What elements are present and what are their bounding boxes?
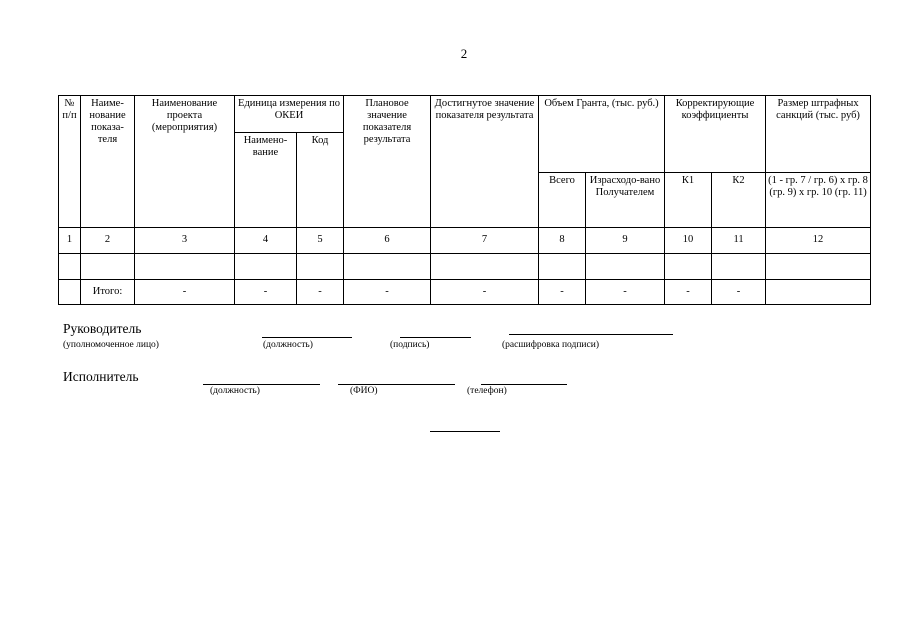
executor-name-line [338, 384, 455, 385]
col-num-cell: 5 [297, 228, 344, 254]
total-cell: - [297, 280, 344, 305]
data-cell [297, 254, 344, 280]
header-grant-total: Всего [539, 173, 586, 228]
col-num-cell: 7 [431, 228, 539, 254]
col-num-cell: 12 [766, 228, 871, 254]
col-num-cell: 6 [344, 228, 431, 254]
header-achieved: Достигнутое значение показателя результата [431, 96, 539, 228]
data-cell [766, 254, 871, 280]
head-position-line [262, 337, 352, 338]
executor-phone-line [481, 384, 567, 385]
header-coefficients: Корректирующие коэффициенты [665, 96, 766, 173]
empty-data-row [59, 254, 871, 280]
data-cell [235, 254, 297, 280]
header-k1: К1 [665, 173, 712, 228]
header-num: № п/п [59, 96, 81, 228]
data-cell [665, 254, 712, 280]
total-cell: - [712, 280, 766, 305]
executor-position-line [203, 384, 320, 385]
penalty-table [58, 95, 871, 305]
data-cell [344, 254, 431, 280]
data-cell [431, 254, 539, 280]
total-cell: - [665, 280, 712, 305]
header-project-name: Наименование проекта (мероприятия) [135, 96, 235, 228]
col-num-cell: 4 [235, 228, 297, 254]
total-cell: - [135, 280, 235, 305]
total-row [59, 280, 871, 305]
head-signature-label: (подпись) [390, 340, 430, 350]
col-num-cell: 10 [665, 228, 712, 254]
total-label: Итого: [81, 280, 135, 305]
col-num-cell: 9 [586, 228, 665, 254]
header-unit-name: Наимено-вание [235, 133, 297, 228]
total-cell: - [539, 280, 586, 305]
head-decode-label: (расшифровка подписи) [502, 340, 599, 350]
data-cell [81, 254, 135, 280]
executor-position-label: (должность) [210, 386, 260, 396]
data-cell [59, 254, 81, 280]
col-num-cell: 11 [712, 228, 766, 254]
total-cell: - [344, 280, 431, 305]
total-cell [766, 280, 871, 305]
header-grant-spent: Израсходо-вано Получателем [586, 173, 665, 228]
head-signature-line [400, 337, 471, 338]
col-num-cell: 2 [81, 228, 135, 254]
total-cell: - [235, 280, 297, 305]
header-unit-code: Код [297, 133, 344, 228]
executor-name-label: (ФИО) [350, 386, 378, 396]
column-numbers-row [59, 228, 871, 254]
header-k2: К2 [712, 173, 766, 228]
col-num-cell: 8 [539, 228, 586, 254]
header-penalty: Размер штрафных санкций (тыс. руб) [766, 96, 871, 173]
header-grant-volume: Объем Гранта, (тыс. руб.) [539, 96, 665, 173]
head-title: Руководитель [63, 321, 142, 336]
total-empty-cell [59, 280, 81, 305]
col-num-cell: 1 [59, 228, 81, 254]
data-cell [135, 254, 235, 280]
executor-phone-label: (телефон) [467, 386, 507, 396]
col-num-cell: 3 [135, 228, 235, 254]
head-position-label: (должность) [263, 340, 313, 350]
total-cell: - [431, 280, 539, 305]
header-planned: Плановое значение показателя результата [344, 96, 431, 228]
head-subtitle: (уполномоченное лицо) [63, 340, 159, 350]
data-cell [539, 254, 586, 280]
header-indicator-name: Наиме-нование показа-теля [81, 96, 135, 228]
header-unit: Единица измерения по ОКЕИ [235, 96, 344, 133]
data-cell [712, 254, 766, 280]
end-separator-line [430, 431, 500, 432]
header-penalty-formula: (1 - гр. 7 / гр. 6) х гр. 8 (гр. 9) х гр. 10 (гр. 11) [766, 173, 871, 228]
page-number: 2 [460, 46, 468, 61]
header-row-1 [59, 96, 871, 133]
head-decode-line [509, 334, 673, 335]
data-cell [586, 254, 665, 280]
executor-title: Исполнитель [63, 369, 139, 384]
total-cell: - [586, 280, 665, 305]
